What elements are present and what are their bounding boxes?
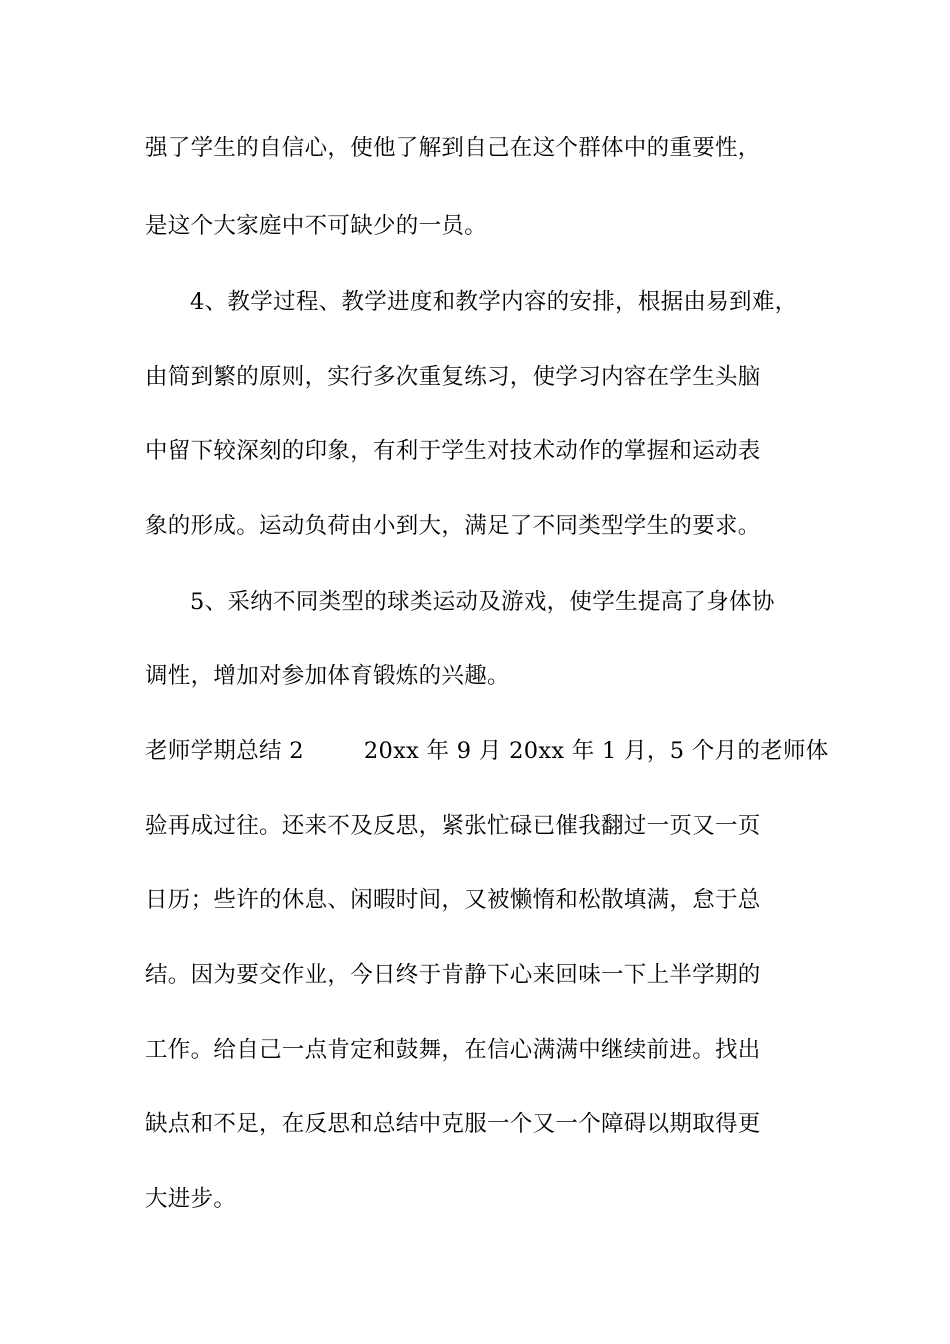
text-line: 大进步。 <box>145 1186 237 1212</box>
text-line: 中留下较深刻的印象，有利于学生对技术动作的掌握和运动表 <box>145 438 761 464</box>
section-heading: 老师学期总结 2 <box>145 738 304 764</box>
text-line: 工作。给自己一点肯定和鼓舞，在信心满满中继续前进。找出 <box>145 1037 761 1063</box>
text-line: 强了学生的自信心，使他了解到自己在这个群体中的重要性， <box>145 135 761 161</box>
text-line: 结。因为要交作业，今日终于肯静下心来回味一下上半学期的 <box>145 962 761 988</box>
text-line: 4、教学过程、教学进度和教学内容的安排，根据由易到难， <box>190 289 798 315</box>
text-line: 由简到繁的原则，实行多次重复练习，使学习内容在学生头脑 <box>145 364 761 390</box>
text-line: 验再成过往。还来不及反思，紧张忙碌已催我翻过一页又一页 <box>145 813 761 839</box>
text-line: 调性，增加对参加体育锻炼的兴趣。 <box>145 663 510 689</box>
text-line: 象的形成。运动负荷由小到大，满足了不同类型学生的要求。 <box>145 513 761 539</box>
section-heading-line <box>145 733 829 769</box>
text-line: 是这个大家庭中不可缺少的一员。 <box>145 213 488 239</box>
section-first-line: 20xx 年 9 月 20xx 年 1 月，5 个月的老师体 <box>363 738 829 764</box>
text-line: 日历；些许的休息、闲暇时间，又被懒惰和松散填满，怠于总 <box>145 887 761 913</box>
text-line: 5、采纳不同类型的球类运动及游戏，使学生提高了身体协 <box>190 589 775 615</box>
text-line: 缺点和不足，在反思和总结中克服一个又一个障碍以期取得更 <box>145 1111 761 1137</box>
